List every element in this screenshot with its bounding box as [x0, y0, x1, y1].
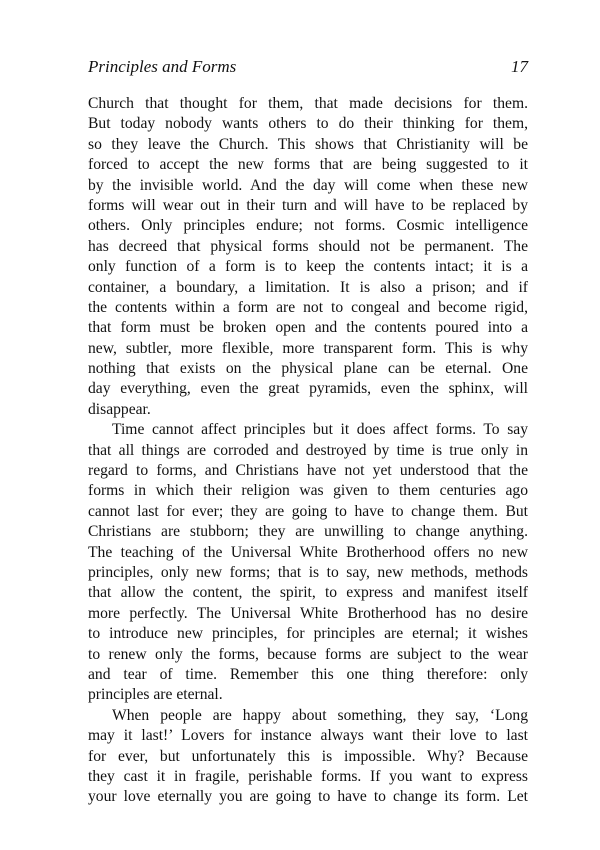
text-line: only function of a form is to keep the contents intact; it is a: [88, 258, 528, 276]
text-line: that allow the content, the spirit, to express and manifest itself: [88, 584, 528, 602]
text-line: container, a boundary, a limitation. It is also a prison; and if: [88, 278, 528, 296]
text-line: But today nobody wants others to do their thinking for them,: [88, 115, 528, 133]
running-title: Principles and Forms: [88, 57, 237, 76]
text-line: forms in which their religion was given to them centuries ago: [88, 482, 528, 500]
text-line: the contents within a form are not to congeal and become rigid,: [88, 298, 528, 316]
text-line: Church that thought for them, that made decisions for them.: [88, 95, 528, 112]
paragraph: [88, 94, 528, 420]
text-line: principles are eternal.: [88, 686, 223, 704]
text-line: has decreed that physical forms should not be permanent. The: [88, 237, 528, 255]
text-line: Christians are stubborn; they are unwilling to change anything.: [88, 523, 528, 541]
text-line: more perfectly. The Universal White Brotherhood has no desire: [88, 604, 528, 622]
text-line: day everything, even the great pyramids, even the sphinx, will: [88, 380, 528, 398]
text-line: others. Only principles endure; not forms. Cosmic intelligence: [88, 217, 528, 235]
text-line: may it last!’ Lovers for instance always want their love to last: [88, 727, 528, 745]
paragraph: [88, 706, 528, 808]
text-line: they cast it in fragile, perishable forms. If you want to express: [88, 767, 528, 785]
text-line: to renew only the forms, because forms are subject to the wear: [88, 645, 528, 663]
text-line: and tear of time. Remember this one thing therefore: only: [88, 665, 528, 683]
text-line: your love eternally you are going to have to change its form. Let: [88, 788, 528, 806]
text-line: forms will wear out in their turn and will have to be replaced by: [88, 196, 528, 214]
body-text: [88, 94, 528, 808]
running-header: [88, 57, 528, 81]
text-line: nothing that exists on the physical plane can be eternal. One: [88, 360, 528, 378]
text-line: Time cannot affect principles but it does affect forms. To say: [112, 421, 528, 439]
text-line: principles, only new forms; that is to say, new methods, methods: [88, 563, 528, 581]
text-line: for ever, but unfortunately this is impossible. Why? Because: [88, 747, 528, 765]
text-line: that form must be broken open and the contents poured into a: [88, 319, 528, 337]
text-line: The teaching of the Universal White Brotherhood offers no new: [88, 543, 528, 561]
text-line: forced to accept the new forms that are being suggested to it: [88, 156, 528, 174]
text-line: by the invisible world. And the day will come when these new: [88, 176, 528, 194]
text-line: so they leave the Church. This shows that Christianity will be: [88, 135, 528, 153]
text-line: When people are happy about something, they say, ‘Long: [112, 706, 528, 724]
paragraph: [88, 420, 528, 705]
text-line: regard to forms, and Christians have not yet understood that the: [88, 462, 528, 480]
text-line: that all things are corroded and destroyed by time is true only in: [88, 441, 528, 459]
text-line: cannot last for ever; they are going to have to change them. But: [88, 502, 528, 520]
page-number: 17: [511, 57, 528, 76]
text-line: new, subtler, more flexible, more transparent form. This is why: [88, 339, 528, 357]
text-line: to introduce new principles, for principles are eternal; it wishes: [88, 625, 528, 643]
text-line: disappear.: [88, 400, 151, 418]
